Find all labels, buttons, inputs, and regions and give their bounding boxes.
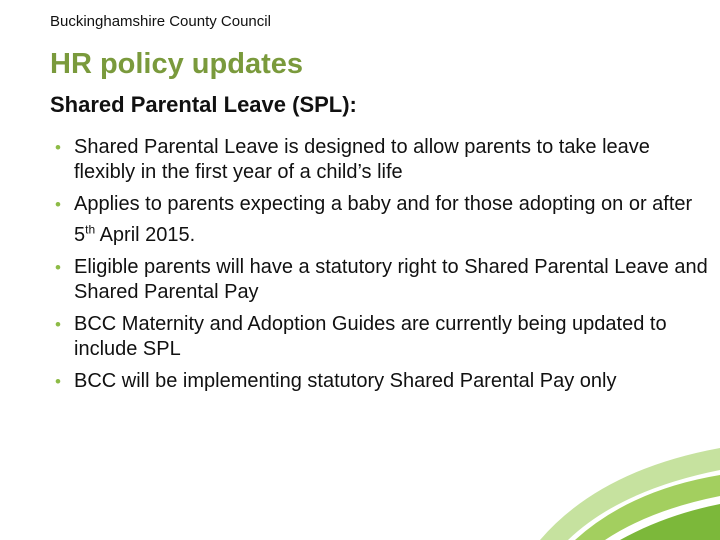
bullet-text: BCC Maternity and Adoption Guides are currently being updated to include SPL: [74, 312, 667, 360]
bullet-text: Eligible parents will have a statutory right to Shared Parental Leave and Shared Parental Pay: [74, 255, 708, 303]
bullet-text-before: Applies to parents expecting a baby and for those adopting on or after 5: [74, 193, 693, 246]
bullet-item: [50, 135, 710, 185]
bullet-item: [50, 369, 710, 394]
bullet-dot-icon: •: [55, 257, 61, 277]
ordinal-suffix: th: [85, 222, 96, 236]
bullet-dot-icon: •: [55, 138, 61, 157]
bullet-list: [50, 135, 710, 401]
bullet-text-after: April 2015.: [95, 223, 196, 246]
organisation-name: Buckinghamshire County Council: [50, 13, 271, 30]
bullet-dot-icon: •: [55, 314, 61, 334]
decorative-swoosh: [480, 430, 720, 540]
bullet-text: [74, 193, 692, 246]
bullet-dot-icon: •: [55, 195, 61, 214]
bullet-text: BCC will be implementing statutory Shared Parental Pay only: [74, 369, 617, 392]
bullet-item: [50, 312, 710, 362]
bullet-text: Shared Parental Leave is designed to allow parents to take leave flexibly in the first year of a child’s life: [74, 136, 650, 183]
bullet-item: [50, 192, 710, 248]
page-title: HR policy updates: [50, 48, 303, 80]
bullet-item: [50, 255, 710, 305]
section-subtitle: Shared Parental Leave (SPL):: [50, 92, 357, 117]
bullet-dot-icon: •: [55, 371, 61, 391]
